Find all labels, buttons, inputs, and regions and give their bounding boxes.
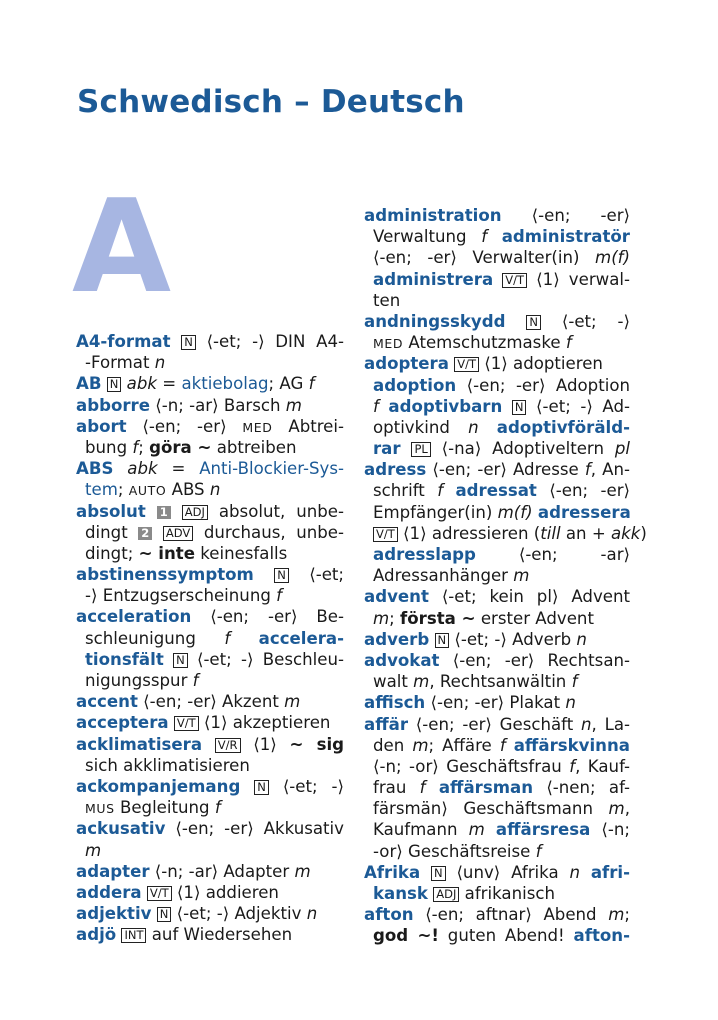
gender-label: n xyxy=(581,714,592,734)
headword: afton xyxy=(364,905,414,925)
definition-text xyxy=(443,481,455,500)
definition-text: frau xyxy=(373,778,420,798)
dictionary-line xyxy=(364,841,630,862)
headword: ackompanjemang xyxy=(76,776,241,796)
headword: absolut xyxy=(76,501,146,521)
cross-reference: tem xyxy=(85,480,118,500)
definition-text: ⟨1⟩ adressieren ( xyxy=(397,523,541,543)
cross-reference: aktiebolag xyxy=(181,374,269,394)
gender-label: f xyxy=(584,460,591,480)
headword: rar xyxy=(373,439,401,459)
dictionary-line xyxy=(364,756,630,777)
definition-text xyxy=(171,502,182,521)
headword: ackusativ xyxy=(76,819,166,839)
gender-label: m xyxy=(285,395,302,415)
definition-text: ⟨-et; -⟩ Adverb xyxy=(449,629,577,649)
gender-label: f xyxy=(308,374,315,394)
headword: ABS xyxy=(76,459,114,479)
definition-text: ⟨-et; -⟩ DIN A4- xyxy=(195,332,344,351)
part-of-speech-box: N xyxy=(274,568,289,583)
part-of-speech-box: ADJ xyxy=(182,505,208,520)
dictionary-line xyxy=(364,544,630,565)
definition-text: Kaufmann xyxy=(373,820,469,840)
definition-text: auf Wiedersehen xyxy=(146,925,293,945)
definition-text: ⟨-n; xyxy=(590,820,630,840)
dictionary-line xyxy=(364,608,630,629)
dictionary-line xyxy=(76,585,344,606)
definition-text: färsmän⟩ Geschäftsmann xyxy=(373,799,609,819)
dictionary-line xyxy=(76,776,344,797)
dictionary-line xyxy=(76,840,344,861)
dictionary-line xyxy=(364,819,630,840)
definition-text: ⟨-en; -er⟩ xyxy=(126,416,243,436)
definition-text xyxy=(502,397,512,416)
gender-label: n xyxy=(468,417,479,437)
dictionary-line xyxy=(364,396,630,417)
section-letter: A xyxy=(72,173,172,322)
dictionary-line xyxy=(364,798,630,819)
dictionary-line xyxy=(76,734,344,755)
gender-label: n xyxy=(576,629,587,649)
definition-text: nigungsspur xyxy=(85,671,193,690)
phrase: göra ~ xyxy=(149,437,212,457)
dictionary-line xyxy=(364,777,630,798)
definition-text: ⟨-en; -er⟩ xyxy=(501,206,630,225)
definition-text: , xyxy=(624,799,630,819)
definition-text: ⟨-en; -er⟩ Be- xyxy=(191,607,344,627)
dictionary-line xyxy=(76,797,344,818)
cross-reference: Anti-Blockier-Sys- xyxy=(199,459,345,479)
definition-text: abtreiben xyxy=(211,437,297,457)
definition-text: ABS xyxy=(166,480,210,500)
headword: andningsskydd xyxy=(364,311,506,331)
gender-label: f xyxy=(132,437,139,457)
gender-label: n xyxy=(154,353,166,373)
definition-text: Verwaltung xyxy=(373,227,482,247)
page-title: Schwedisch – Deutsch xyxy=(77,84,465,120)
definition-text: ⟨1⟩ verwal- xyxy=(527,269,630,289)
definition-text: ⟨-en; -er⟩ Rechtsan- xyxy=(439,650,630,670)
part-of-speech-box: N xyxy=(435,633,450,648)
part-of-speech-box: N xyxy=(526,315,541,330)
gender-label: abk xyxy=(126,374,157,394)
headword: advokat xyxy=(364,650,440,670)
headword: advent xyxy=(364,587,429,607)
dictionary-line xyxy=(364,904,630,925)
dictionary-line xyxy=(76,352,344,373)
dictionary-line xyxy=(364,480,630,501)
gender-label: till xyxy=(540,523,561,543)
headword: administration xyxy=(364,206,502,225)
part-of-speech-box: ADV xyxy=(163,526,193,541)
definition-text xyxy=(254,565,274,584)
definition-text: ; xyxy=(389,608,401,628)
definition-text: ⟨-et; -⟩ Ad- xyxy=(526,396,630,416)
definition-text: ⟨-en; -er⟩ Plakat xyxy=(425,693,566,713)
definition-text xyxy=(230,629,258,648)
gender-label: n xyxy=(306,904,318,924)
headword: adressera xyxy=(537,502,631,522)
dictionary-line xyxy=(364,714,630,735)
gender-label: f xyxy=(373,396,379,416)
headword: Afrika xyxy=(364,862,421,882)
definition-text: ten xyxy=(373,290,401,310)
dictionary-line xyxy=(364,586,630,607)
dictionary-line xyxy=(76,395,344,416)
definition-text: = xyxy=(156,374,182,394)
gender-label: m xyxy=(413,672,430,692)
definition-text: dingt xyxy=(85,522,139,542)
definition-text: ⟨-en; -er⟩ Adresse xyxy=(426,460,585,480)
sense-number: 2 xyxy=(138,527,152,540)
definition-text: ⟨-en; -er⟩ Verwalter(in) xyxy=(373,248,596,268)
definition-text: sich akklimatisieren xyxy=(85,755,250,775)
definition-text: ⟨-et; -⟩ xyxy=(268,776,345,796)
dictionary-line xyxy=(364,375,630,396)
definition-text: ; xyxy=(624,905,630,925)
headword: afri- xyxy=(590,862,631,882)
definition-text: ⟨-en; -er⟩ Akzent xyxy=(137,692,285,712)
definition-text: ; AG xyxy=(268,374,309,394)
gender-label: m xyxy=(85,840,102,860)
dictionary-line xyxy=(364,269,630,290)
headword: administratör xyxy=(501,227,630,247)
part-of-speech-box: N xyxy=(512,400,527,415)
gender-label: akk xyxy=(611,523,641,543)
dictionary-line xyxy=(364,353,630,374)
dictionary-line xyxy=(364,290,630,311)
definition-text xyxy=(240,777,254,796)
headword: acklimatisera xyxy=(76,734,203,754)
headword: affärskvinna xyxy=(513,735,630,755)
gender-label: m(f) xyxy=(497,502,533,522)
definition-text: dingt; xyxy=(85,543,139,563)
definition-text: ⟨-en; -ar⟩ xyxy=(475,545,630,564)
headword: adverb xyxy=(364,629,430,649)
gender-label: m xyxy=(284,692,301,712)
definition-text xyxy=(420,863,431,882)
headword: adoption xyxy=(373,375,457,395)
headword: AB xyxy=(76,374,102,394)
definition-text: ⟨-en; -er⟩ Akkusativ xyxy=(165,819,344,839)
part-of-speech-box: V/T xyxy=(147,886,172,901)
headword: tionsfält xyxy=(85,649,164,669)
headword: accelera- xyxy=(258,628,344,648)
part-of-speech-box: V/R xyxy=(215,738,241,753)
headword: abort xyxy=(76,416,127,436)
gender-label: f xyxy=(481,227,488,247)
headword: abborre xyxy=(76,395,150,415)
gender-label: m xyxy=(608,905,625,925)
dictionary-line xyxy=(76,861,344,882)
gender-label: n xyxy=(565,693,576,713)
dictionary-line xyxy=(76,331,344,352)
definition-text: Adressanhänger xyxy=(373,566,514,586)
headword: adapter xyxy=(76,861,150,881)
definition-text: ⟨-na⟩ Adoptiveltern xyxy=(430,439,615,459)
dictionary-line xyxy=(76,564,344,585)
part-of-speech-box: N xyxy=(431,866,446,881)
definition-text xyxy=(580,863,591,882)
definition-text xyxy=(505,312,526,331)
headword: afton- xyxy=(573,926,630,946)
definition-text: ⟨-et; -⟩ Adjektiv xyxy=(171,904,307,924)
definition-text: Atemschutzmaske xyxy=(403,333,566,353)
definition-text: ⟨1⟩ addieren xyxy=(171,882,279,902)
dictionary-line xyxy=(76,818,344,839)
definition-text xyxy=(113,459,127,478)
headword: administrera xyxy=(373,269,494,289)
definition-text: ; Affäre xyxy=(428,735,500,755)
gender-label: m xyxy=(294,861,311,881)
headword: abstinenssymptom xyxy=(76,565,254,585)
part-of-speech-box: INT xyxy=(121,928,146,943)
phrase: ~ sig xyxy=(289,734,345,754)
dictionary-line xyxy=(76,373,344,394)
gender-label: f xyxy=(437,481,444,501)
definition-text: ⟨-et; -⟩ xyxy=(540,311,630,331)
gender-label: f xyxy=(276,586,282,606)
definition-text: ⟨-et; -⟩ Beschleu- xyxy=(187,649,344,669)
definition-text xyxy=(493,270,502,289)
dictionary-line xyxy=(76,649,344,670)
dictionary-line xyxy=(76,903,344,924)
dictionary-line xyxy=(364,417,630,438)
definition-text: -⟩ Entzugserscheinung xyxy=(85,586,277,606)
gender-label: m(f) xyxy=(595,248,630,268)
dictionary-column-right xyxy=(364,205,647,947)
dictionary-line xyxy=(364,629,630,650)
definition-text: ⟨-en; -er⟩ xyxy=(536,481,630,501)
definition-text xyxy=(479,418,497,437)
headword: adoptera xyxy=(364,354,449,374)
headword: adoptivbarn xyxy=(388,396,503,416)
definition-text: ⟨unv⟩ Afrika xyxy=(445,862,570,882)
dictionary-line xyxy=(76,543,344,564)
domain-label: MED xyxy=(373,336,404,352)
dictionary-line xyxy=(76,416,344,437)
dictionary-line xyxy=(364,862,630,883)
gender-label: pl xyxy=(614,439,630,459)
dictionary-line xyxy=(76,670,344,691)
dictionary-line xyxy=(364,247,630,268)
dictionary-line xyxy=(76,437,344,458)
gender-label: f xyxy=(571,672,578,692)
dictionary-line xyxy=(364,438,630,459)
domain-label: AUTO xyxy=(128,483,167,499)
headword: accent xyxy=(76,692,138,712)
definition-text: ⟨1⟩ akzeptieren xyxy=(198,713,331,733)
definition-text: den xyxy=(373,735,413,755)
headword: affärsresa xyxy=(495,820,591,840)
dictionary-line xyxy=(76,691,344,712)
definition-text: ⟨-en; -er⟩ Adoption xyxy=(456,375,630,395)
dictionary-line xyxy=(364,502,630,523)
headword: adjö xyxy=(76,925,117,945)
definition-text: -or⟩ Geschäftsreise xyxy=(373,841,536,861)
sense-number: 1 xyxy=(157,506,171,519)
definition-text xyxy=(401,439,412,458)
gender-label: f xyxy=(499,735,506,755)
headword: acceptera xyxy=(76,713,169,733)
gender-label: n xyxy=(209,480,221,500)
definition-text: keinesfalls xyxy=(194,543,288,563)
definition-text: ) xyxy=(640,523,647,543)
definition-text xyxy=(426,778,439,797)
dictionary-line xyxy=(76,628,344,649)
part-of-speech-box: PL xyxy=(411,442,430,457)
gender-label: f xyxy=(192,671,199,690)
definition-text: ⟨-et; xyxy=(288,565,345,585)
dictionary-line xyxy=(364,883,630,904)
headword: addera xyxy=(76,882,142,902)
definition-text: durchaus, unbe- xyxy=(193,522,344,542)
gender-label: m xyxy=(513,566,530,586)
headword: adress xyxy=(364,460,427,480)
dictionary-line xyxy=(364,565,630,586)
headword: A4-format xyxy=(76,332,171,351)
part-of-speech-box: V/T xyxy=(373,527,398,542)
definition-text: Empfänger(in) xyxy=(373,502,498,522)
headword: acceleration xyxy=(76,607,192,627)
definition-text: schleunigung xyxy=(85,628,225,648)
definition-text: , Kauf- xyxy=(575,756,630,776)
dictionary-line xyxy=(76,712,344,733)
definition-text: , An- xyxy=(590,460,630,480)
headword: adressat xyxy=(455,481,537,501)
definition-text: ⟨-en; -er⟩ Geschäft xyxy=(408,714,582,734)
phrase: ~ inte xyxy=(138,543,195,563)
dictionary-line xyxy=(76,755,344,776)
dictionary-line xyxy=(364,650,630,671)
definition-text: Begleitung xyxy=(114,798,215,818)
dictionary-line xyxy=(364,332,630,353)
dictionary-line xyxy=(364,311,630,332)
dictionary-line xyxy=(76,479,344,500)
phrase: första ~ xyxy=(400,608,476,628)
part-of-speech-box: V/T xyxy=(454,357,479,372)
part-of-speech-box: N xyxy=(254,780,269,795)
gender-label: f xyxy=(214,798,221,818)
dictionary-line xyxy=(364,735,630,756)
headword: affärsman xyxy=(438,778,534,798)
definition-text: guten Abend! xyxy=(438,926,574,946)
headword: adresslapp xyxy=(373,545,476,564)
headword: affär xyxy=(364,714,409,734)
definition-text: ⟨1⟩ xyxy=(240,734,290,754)
part-of-speech-box: V/T xyxy=(502,273,527,288)
part-of-speech-box: N xyxy=(107,377,122,392)
definition-text: Abtrei- xyxy=(272,416,344,436)
definition-text: ; xyxy=(117,480,129,500)
definition-text xyxy=(379,397,389,416)
part-of-speech-box: V/T xyxy=(174,716,199,731)
definition-text: ⟨-n; -ar⟩ Barsch xyxy=(149,395,286,415)
definition-text: ⟨-en; aftnar⟩ Abend xyxy=(413,905,609,925)
dictionary-line xyxy=(364,692,630,713)
gender-label: m xyxy=(608,799,625,819)
dictionary-line xyxy=(364,459,630,480)
part-of-speech-box: N xyxy=(181,335,196,350)
headword: adjektiv xyxy=(76,904,152,924)
phrase: god ~! xyxy=(373,926,439,946)
part-of-speech-box: N xyxy=(173,653,188,668)
definition-text xyxy=(171,332,182,351)
gender-label: f xyxy=(535,841,542,861)
gender-label: f xyxy=(569,756,576,776)
definition-text: bung xyxy=(85,437,133,457)
gender-label: n xyxy=(569,862,580,882)
gender-label: f xyxy=(419,778,426,798)
gender-label: m xyxy=(373,608,390,628)
definition-text: -Format xyxy=(85,353,155,373)
dictionary-line xyxy=(364,226,630,247)
dictionary-line xyxy=(364,925,630,946)
definition-text xyxy=(506,736,514,755)
gender-label: abk xyxy=(127,459,158,479)
definition-text: = xyxy=(157,459,200,479)
definition-text xyxy=(487,227,502,246)
domain-label: MUS xyxy=(85,801,115,817)
dictionary-line xyxy=(76,882,344,903)
definition-text xyxy=(152,523,163,542)
dictionary-line xyxy=(76,458,344,479)
dictionary-line xyxy=(364,523,647,544)
definition-text xyxy=(164,650,173,669)
definition-text: , La- xyxy=(591,714,631,734)
definition-text xyxy=(485,820,496,839)
headword: kansk xyxy=(373,884,428,903)
dictionary-line xyxy=(364,671,630,692)
definition-text: ⟨-nen; af- xyxy=(533,778,631,798)
definition-text: walt xyxy=(373,672,414,692)
definition-text xyxy=(146,502,157,521)
dictionary-column-left xyxy=(76,331,344,945)
definition-text: an + xyxy=(560,523,612,543)
domain-label: MED xyxy=(242,419,273,435)
dictionary-line xyxy=(76,606,344,627)
part-of-speech-box: N xyxy=(157,907,172,922)
definition-text: ⟨-et; kein pl⟩ Advent xyxy=(428,587,630,607)
dictionary-line xyxy=(76,522,344,543)
definition-text: ⟨-n; -ar⟩ Adapter xyxy=(149,861,295,881)
definition-text: afrikanisch xyxy=(459,884,555,903)
part-of-speech-box: ADJ xyxy=(433,887,459,902)
definition-text: ⟨1⟩ adoptieren xyxy=(478,354,603,374)
gender-label: f xyxy=(224,628,231,648)
gender-label: m xyxy=(468,820,485,840)
definition-text: optivkind xyxy=(373,417,469,437)
definition-text: ⟨-n; -or⟩ Geschäftsfrau xyxy=(373,756,570,776)
dictionary-line xyxy=(76,924,344,945)
gender-label: f xyxy=(565,333,572,353)
definition-text: , Rechtsanwältin xyxy=(429,672,572,692)
dictionary-line xyxy=(76,501,344,522)
definition-text: ; xyxy=(138,437,150,457)
definition-text xyxy=(202,735,215,754)
gender-label: m xyxy=(412,735,429,755)
headword: adoptivföräld- xyxy=(496,417,631,437)
definition-text: schrift xyxy=(373,481,438,501)
headword: affisch xyxy=(364,693,426,713)
definition-text: erster Advent xyxy=(475,608,594,628)
definition-text: absolut, unbe- xyxy=(207,501,344,521)
dictionary-line xyxy=(364,205,630,226)
